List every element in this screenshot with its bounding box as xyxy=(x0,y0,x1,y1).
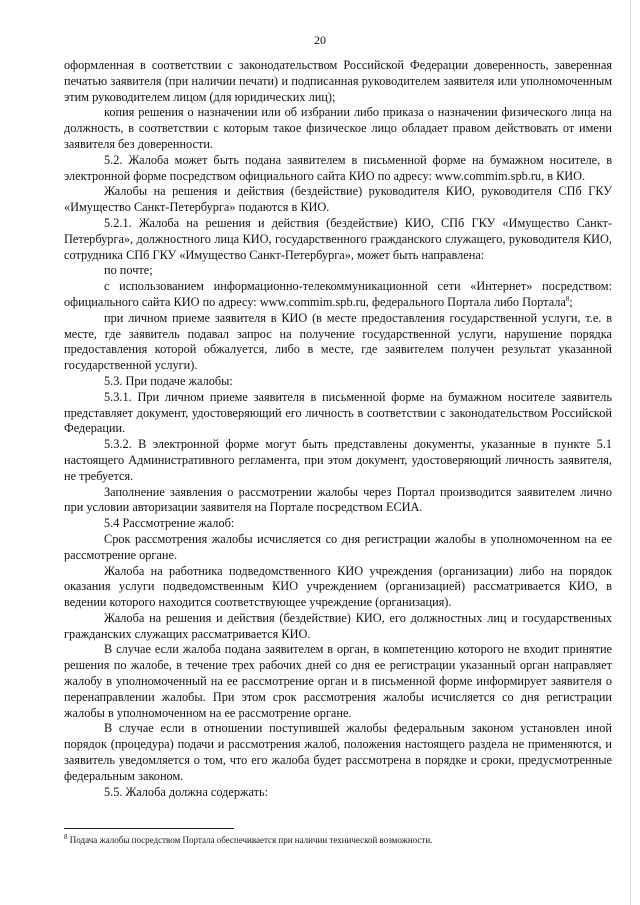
paragraph: копия решения о назначении или об избрании либо приказа о назначении физического лица на должность, в соответствии с которым такое физическое лицо обладает правом действовать от имени заявителя без доверенности. xyxy=(64,105,612,151)
paragraph: Жалоба на работника подведомственного КИО учреждения (организации) либо на порядок оказания услуги подведомственным КИО учреждением (организацией) рассматривается КИО, в ведении которого находится соответствующее учреждение (организация). xyxy=(64,563,612,610)
paragraph: Жалоба на решения и действия (бездействие) КИО, его должностных лиц и государственных гражданских служащих рассматривается КИО. xyxy=(64,610,612,641)
paragraph: 5.5. Жалоба должна содержать: xyxy=(104,784,269,799)
paragraph: 5.2. Жалоба может быть подана заявителем в письменной форме на бумажном носителе, в электронной форме посредством официального сайта КИО по адресу: www.commim.spb.ru, в КИО. xyxy=(64,152,612,183)
page-number: 20 xyxy=(314,33,326,47)
scan-edge-line xyxy=(630,0,631,905)
paragraph: 5.3.1. При личном приеме заявителя в письменной форме на бумажном носителе заявитель представляет документ, удостоверяющий его личность в соответствии с законодательством Российской Федерации. xyxy=(64,389,612,436)
footnote-text: Подача жалобы посредством Портала обеспечивается при наличии технической возможности. xyxy=(67,835,433,845)
paragraph: 5.3. При подаче жалобы: xyxy=(104,373,233,388)
body-text xyxy=(64,58,612,800)
paragraph: В случае если жалоба подана заявителем в орган, в компетенцию которого не входит принятие решения по жалобе, в течение трех рабочих дней со дня ее регистрации указанный орган направляет жалобу в уполномоченный на ее рассмотрение орган и в письменной форме информирует заявителя о перенаправлении жалобы. При этом срок рассмотрения жалобы исчисляется со дня регистрации жалобы в уполномоченном на ее рассмотрение органе. xyxy=(64,642,612,720)
paragraph: Жалобы на решения и действия (бездействие) руководителя КИО, руководителя СПб ГКУ «Имущество Санкт-Петербурга» подаются в КИО. xyxy=(64,184,612,215)
paragraph: В случае если в отношении поступившей жалобы федеральным законом установлен иной порядок (процедура) подачи и рассмотрения жалоб, положения настоящего раздела не применяются, и заявитель уведомляется о том, что его жалоба будет рассмотрена в порядке и сроки, предусмотренные федеральным законом. xyxy=(64,721,612,783)
paragraph: 5.4 Рассмотрение жалоб: xyxy=(104,516,235,531)
paragraph: Заполнение заявления о рассмотрении жалобы через Портал производится заявителем лично при условии авторизации заявителя на Портале посредством ЕСИА. xyxy=(64,484,612,515)
footnote-marker: 8 xyxy=(64,833,68,841)
paragraph-with-footnote-ref xyxy=(64,279,612,311)
footnote-divider xyxy=(64,828,234,829)
paragraph-text-end: ; xyxy=(569,294,573,309)
paragraph: Срок рассмотрения жалобы исчисляется со дня регистрации жалобы в уполномоченном на ее рассмотрение органе. xyxy=(64,531,612,562)
paragraph: по почте; xyxy=(104,263,153,278)
paragraph-text: с использованием информационно-телекоммуникационной сети «Интернет» посредством: официального сайта КИО по адресу: www.commim.spb.ru, федерального Портала либо Портала xyxy=(64,279,612,309)
paragraph: 5.3.2. В электронной форме могут быть представлены документы, указанные в пункте 5.1 настоящего Административного регламента, при этом документ, удостоверяющий личность заявителя, не требуется. xyxy=(64,437,612,483)
paragraph: оформленная в соответствии с законодательством Российской Федерации доверенность, заверенная печатью заявителя (при наличии печати) и подписанная руководителем заявителя или уполномоченным этим руководителем лицом (для юридических лиц); xyxy=(64,58,612,104)
paragraph: 5.2.1. Жалоба на решения и действия (бездействие) КИО, СПб ГКУ «Имущество Санкт-Петербурга», должностного лица КИО, государственного гражданского служащего, руководителя КИО, сотрудника СПб ГКУ «Имущество Санкт-Петербурга», может быть направлена: xyxy=(64,215,612,262)
footnote xyxy=(64,834,612,846)
footnote-reference[interactable]: 8 xyxy=(565,294,570,303)
paragraph: при личном приеме заявителя в КИО (в месте предоставления государственной услуги, т.е. в месте, где заявитель подавал запрос на получение государственной услуги, нарушение порядка предоставления которой обжалуется, либо в месте, где заявителем получен результат указанной государственной услуги). xyxy=(64,310,612,373)
